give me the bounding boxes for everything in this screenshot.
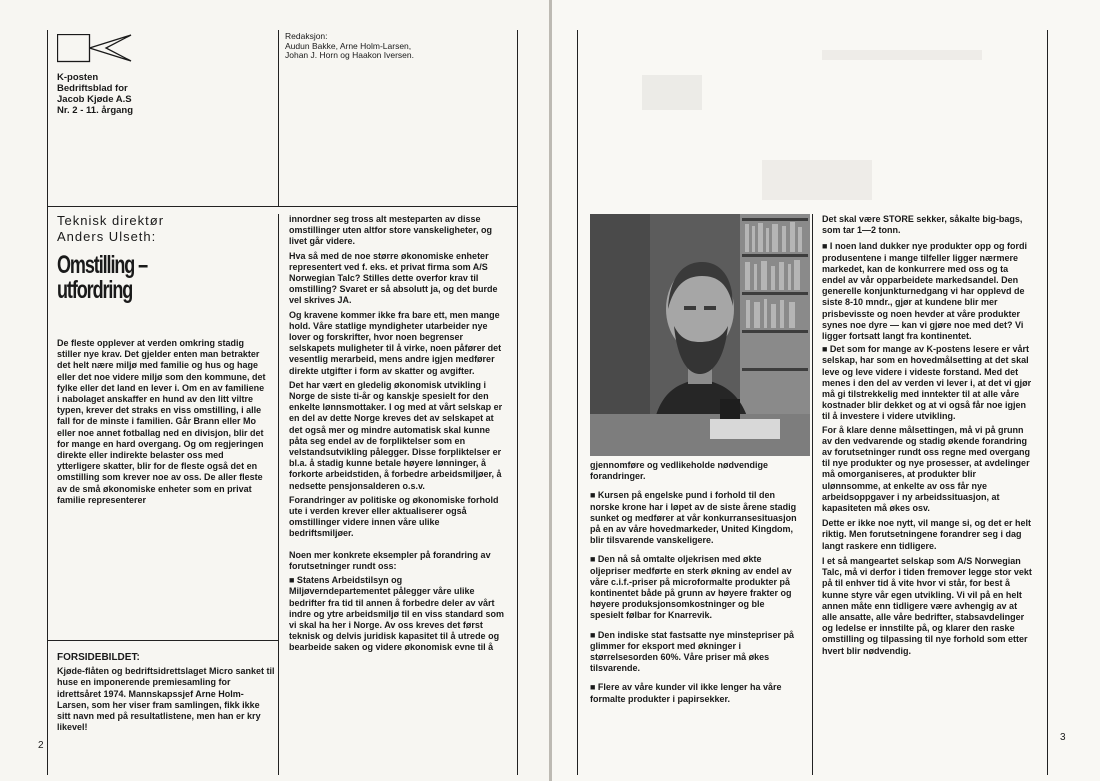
right-outer-rule [1047,30,1048,775]
left-header-rule [47,206,518,207]
paragraph: For å klare denne målsettingen, må vi på grunn av den vedvarende og stadig økende forandring av forutsetninger rundt oss regne med overgang til nye produkter og nye prosesser, at avdelinger må omorganiseres, at produkter blir ulønnsomme, at enkelte av oss får nye arbeidsoppgaver i ny arbeidssituasjon, at kapasiteten må økes osv. [822,424,1031,514]
right-inner-rule [577,30,578,775]
article-column-4 [822,214,1034,665]
paragraph: ■ I noen land dukker nye produkter opp og fordi produsentene i mange tilfeller ligger nærmere markedet, kan de konkurrere med oss og ta endel av vår opparbeidete markedsandel. Den generelle konjunkturnedgang vi har opplevd de siste 8-10 mndr., gjør at kundene blir mer prisbevisste og noen hevder at våre produkter synes noe dyre — kan vi gjøre noe med det? Vi ligger fortsatt langt fra kontinentet. [822,241,1027,342]
page-number-left: 2 [38,740,44,751]
byline-title: Teknisk direktør [57,213,165,228]
byline-name: Anders Ulseth: [57,229,157,244]
paragraph: De fleste opplever at verden omkring stadig stiller nye krav. Det gjelder enten man betrakter det helt nære miljø med familie og hus og hage eller det noe videre miljø som den kommune, det fylke eller det land en lever i. Om en av familiene i nabolaget anskaffer en hund av den litt viltre typen, krever det straks en viss omstilling, i alle fall for de minste i familien. Går Brann eller Mo eller noe annet fotballag ned en divisjon, blir det for mange en hard overgang. Og om regjeringen direkte eller indirekte belaster oss med ytterligere skatter, blir for de fleste også det en omstilling som krever noe av oss. De aller fleste av de små økonomiske enheter som en privat familie representerer [57,338,266,505]
masthead-line: Jacob Kjøde A.S [57,94,132,105]
article-column-2 [289,214,505,657]
paragraph: Det skal være STORE sekker, såkalte big-bags, som tar 1—2 tonn. [822,214,1023,236]
paragraph: gjennomføre og vedlikeholde nødvendige forandringer. [590,460,769,482]
left-column-divider [278,214,279,775]
k-posten-logo [57,34,132,64]
editorial-label: Redaksjon: [285,31,328,41]
paragraph: ■ Det som for mange av K-postens lesere er vårt selskap, har som en hovedmålsetting at det skal leve og leve videre i videste forstand. Med det menes i den del av verden vi lever i, at det vi gjør må gi tilstrekkelig med inntekter til at alle våre kostnader blir dekket og at vi også får noe igjen til å investere i videre utvikling. [822,344,1032,422]
headline-line: Omstilling – [57,251,148,279]
editorial-line: Johan J. Horn og Haakon Iversen. [285,50,414,60]
paragraph: Dette er ikke noe nytt, vil mange si, og det er helt riktig. Men forutsetningene forandrer seg i dag langt raskere enn tidligere. [822,518,1032,551]
paragraph: ■ Flere av våre kunder vil ikke lenger ha våre formalte produkter i papirsekker. [590,682,782,704]
paragraph: ■ Den nå så omtalte oljekrisen med økte oljepriser medførte en sterk økning av endel av våre c.i.f.-priser på microformalte produkter på kontinentet både på grunn av høyere frakter og høyere produksjonsomkostninger og ble spesielt følbar for Knarrevik. [590,554,792,621]
masthead-line: Bedriftsblad for [57,83,128,94]
headline-line: utfordring [57,276,133,304]
masthead-line: Nr. 2 - 11. årgang [57,105,134,116]
article-column-1 [57,338,267,509]
show-through-decoration [582,30,1002,210]
page-number-right: 3 [1060,732,1066,743]
paragraph: ■ Den indiske stat fastsatte nye minstepriser på glimmer for eksport med økninger i størrelsesorden 60%. Våre priser må økes tilsvarende. [590,629,795,674]
left-page [0,0,549,781]
paragraph: Og kravene kommer ikke fra bare ett, men mange hold. Våre statlige myndigheter utarbeider nye lover og forskrifter, hvor noen begrenser selskapets muligheter til å virke, noen påfører det vesentlig merarbeid, mens andre igjen medfører direkte utgifter i form av skatter og avgifter. [289,309,502,376]
editorial-board [285,32,414,61]
left-outer-rule [47,30,48,775]
masthead-line: K-posten [57,72,99,83]
editorial-line: Audun Bakke, Arne Holm-Larsen, [285,40,412,51]
paragraph: I et så mangeartet selskap som A/S Norwegian Talc, må vi derfor i tiden fremover legge stor vekt på til enhver tid å vite hvor vi står, for best å kunne styre vår egen utvikling. Vi vil på en helt annen måte enn tidligere være avhengig av at alle ansatte, alle våre bedrifter, stabsavdelinger og ledelse er innstilte på, og klarer den raske omstilling og tilpassing til nye forhold som etter hvert blir nødvendig. [822,555,1032,656]
paragraph: ■ Statens Arbeidstilsyn og Miljøverndepartementet pålegger våre ulike bedrifter fra tid til annen å forbedre deler av vårt indre og ytre arbeidsmiljø til en viss standard som vi skal ha her i Norge. Av oss kreves det først teknisk og delvis juridisk kapasitet til å utrede og bearbeide saken og videre økonomisk evne til å [289,575,505,653]
left-inner-rule [517,30,518,775]
paragraph: innordner seg tross alt mesteparten av disse omstillinger uten altfor store vanskeligheter, og livet går videre. [289,214,493,247]
paragraph: Hva så med de noe større økonomiske enheter representert ved f. eks. et privat firma som A/S Norwegian Talc? Stilles dette overfor krav til omstilling? Svaret er så absolutt ja, og det burde vel skrives JA. [289,250,498,306]
masthead [57,72,133,116]
show-through-icon [582,30,1002,200]
right-column-divider [812,214,813,775]
article-column-3 [590,460,800,713]
left-top-divider [278,30,279,206]
cover-caption-text: Kjøde-flåten og bedriftsidrettslaget Micro sanket til huse en imponerende premiesamling for idrettsåret 1974. Mannskapssjef Arne Holm-Larsen, som her viser fram samlingen, fikk ikke sitt navn med på resultatlistene, men han er kry likevel! [57,666,275,733]
forside-rule [47,640,279,641]
portrait-photo [590,214,810,456]
article-headline [57,253,147,303]
byline [57,213,164,245]
paragraph: ■ Kursen på engelske pund i forhold til den norske krone har i løpet av de siste årene stadig sunket og medfører at vår konkurransesituasjon på en av våre hovedmarkeder, United Kingdom, blir tilsvarende vanskeligere. [590,490,797,546]
cover-caption [57,652,275,733]
paragraph: Forandringer av politiske og økonomiske forhold ute i verden krever eller aktualiserer også omstillinger videre innen våre ulike bedriftsmiljøer. [289,494,499,539]
cover-caption-heading: FORSIDEBILDET: [57,652,140,663]
paragraph: Noen mer konkrete eksempler på forandring av forutsetninger rundt oss: [289,549,491,571]
paragraph: Det har vært en gledelig økonomisk utvikling i Norge de siste ti-år og kanskje spesielt for den enkelte lønnsmottaker. I og med at vårt selskap er en del av dette Norge kreves det av selskapet at det også mer og mindre automatisk skal kunne påta seg endel av de forpliktelser som en velstandsutvikling pålegger. Disse forpliktelser er bl.a. å stadig kunne betale høyere lønninger, å forkorte arbeidstiden, å forbedre arbeidsmiljøer, å nedsette pensjonsalderen o.s.v. [289,379,503,491]
